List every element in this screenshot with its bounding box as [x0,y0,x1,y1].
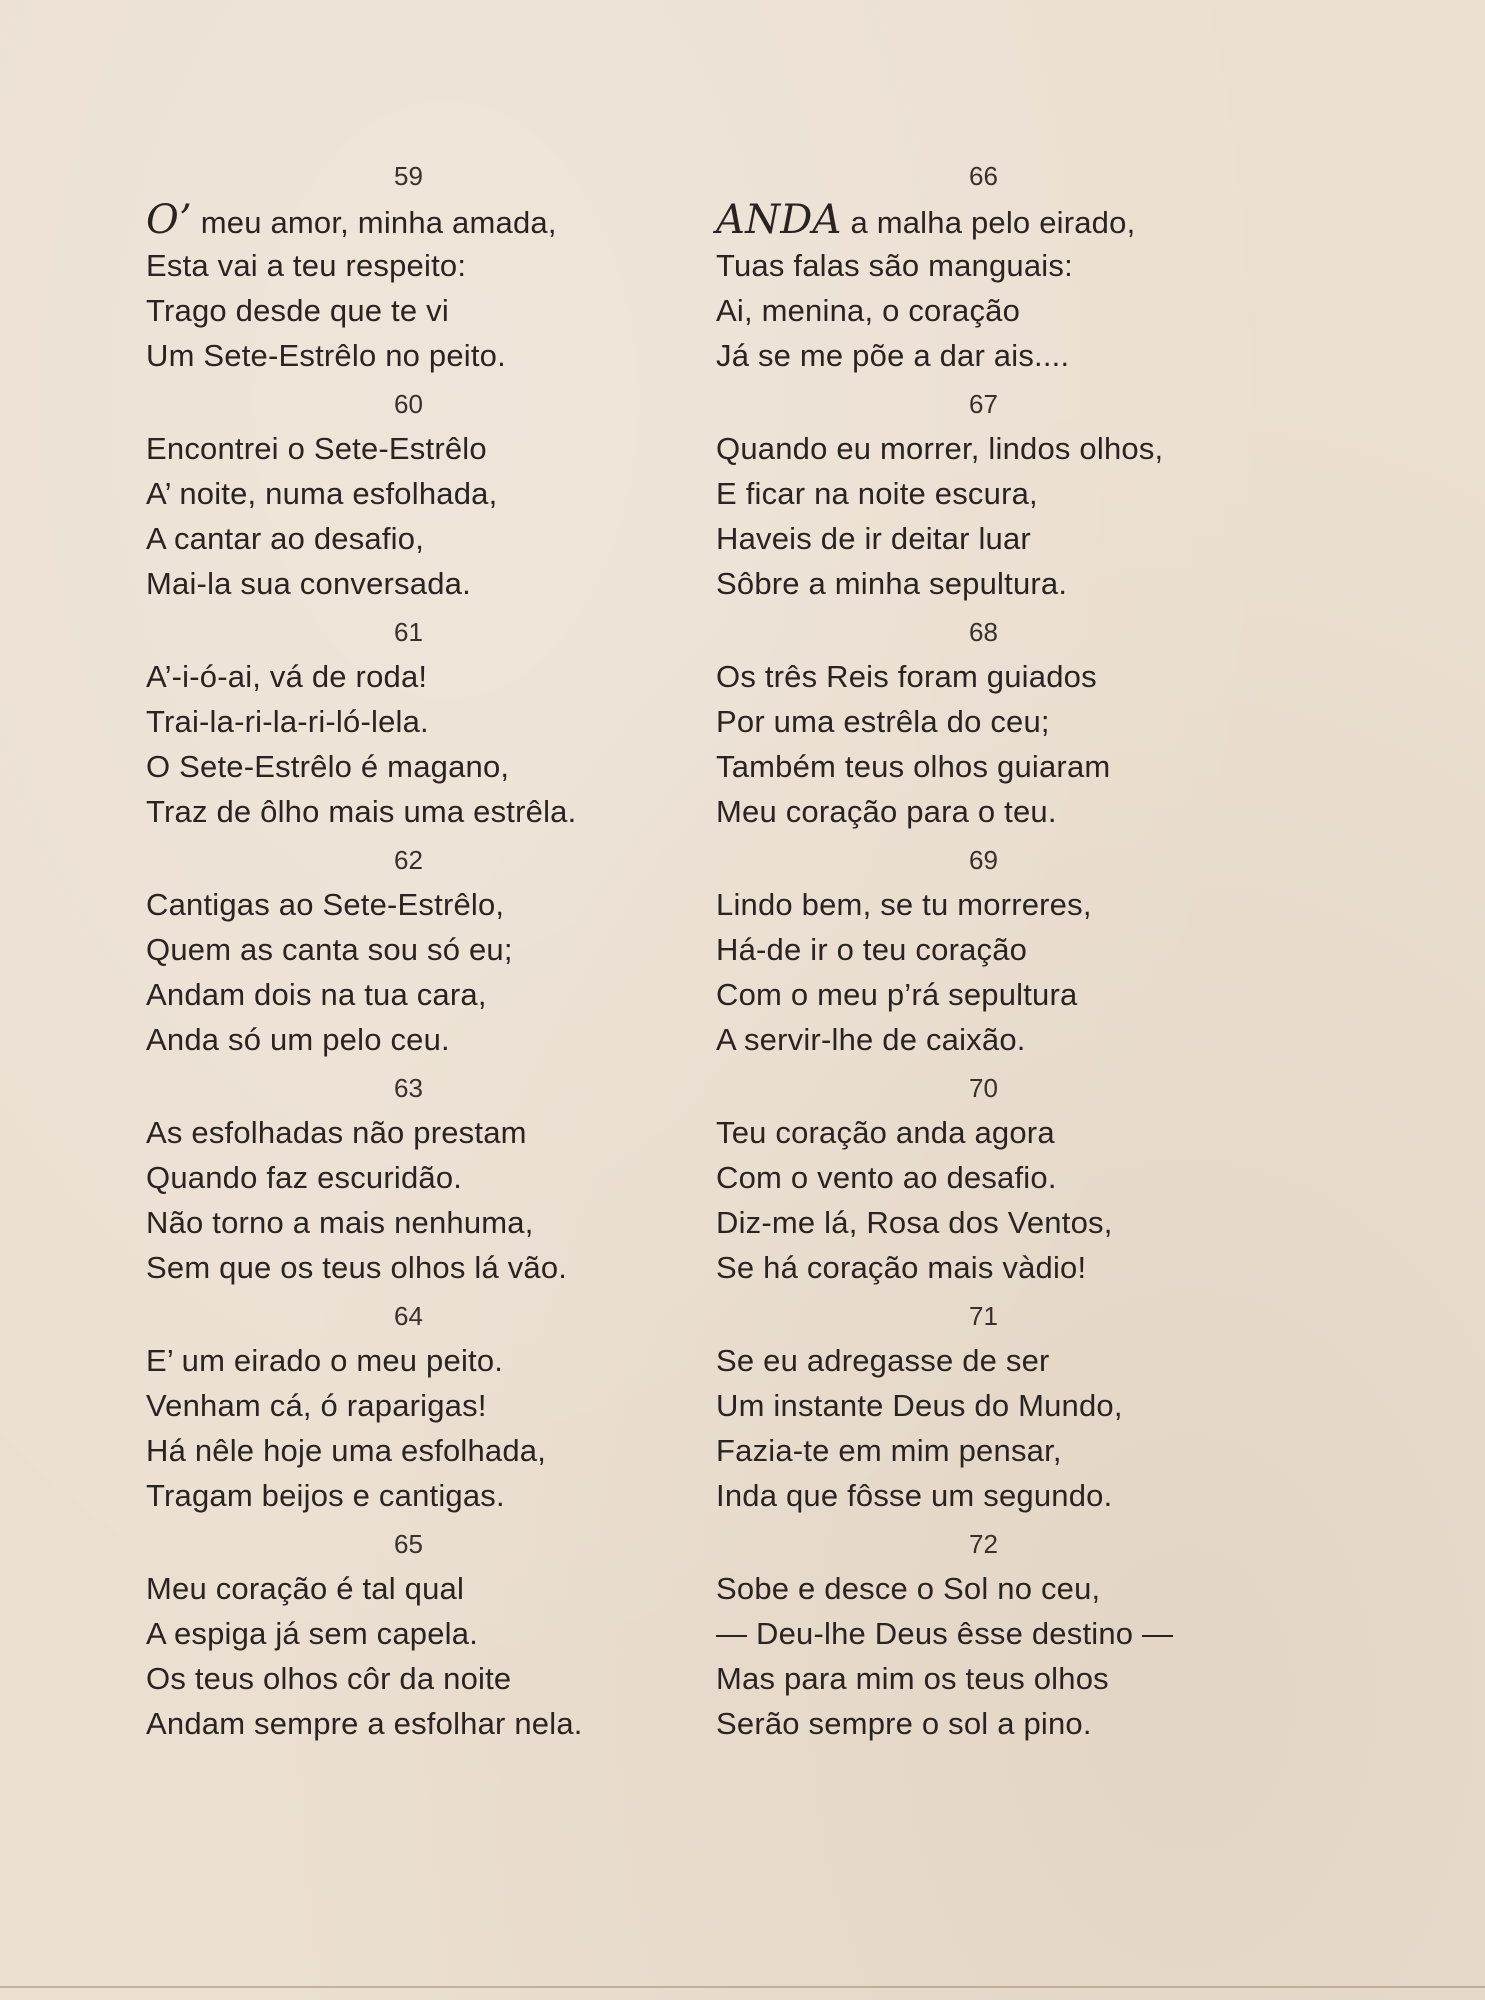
quatrain-59 [146,154,746,382]
verse-line: E’ um eirado o meu peito. [146,1343,504,1378]
verse-line: Por uma estrêla do ceu; [716,704,1050,739]
quatrain-70 [716,1066,1316,1294]
quatrain-61 [146,610,746,838]
verse-line: Encontrei o Sete-Estrêlo [146,431,487,466]
verse-line: Se há coração mais vàdio! [716,1250,1087,1285]
quatrain-67 [716,382,1316,610]
verse-line: Com o meu p’rá sepultura [716,977,1078,1012]
quatrain-number: 64 [394,1301,423,1331]
verse-line [146,198,746,243]
quatrain-number: 65 [394,1529,423,1559]
verse-line: Sem que os teus olhos lá vão. [146,1250,568,1285]
quatrain-68 [716,610,1316,838]
quatrain-number: 68 [969,617,998,647]
verse-line: Inda que fôsse um segundo. [716,1478,1113,1513]
verse-line: — Deu-lhe Deus êsse destino — [716,1616,1174,1651]
verse-line: Com o vento ao desafio. [716,1160,1057,1195]
verse-line: Mas para mim os teus olhos [716,1661,1109,1696]
verse-line: Meu coração para o teu. [716,794,1057,829]
verse-line-rest: meu amor, minha amada, [191,205,557,240]
right-column [716,154,1316,1750]
quatrain-65 [146,1522,746,1750]
verse-line: A’-i-ó-ai, vá de roda! [146,659,428,694]
verse-line: Meu coração é tal qual [146,1571,465,1606]
quatrain-69 [716,838,1316,1066]
verse-line: Há-de ir o teu coração [716,932,1028,967]
verse-line: Já se me põe a dar ais.... [716,338,1070,373]
verse-line: Tragam beijos e cantigas. [146,1478,505,1513]
quatrain-72 [716,1522,1316,1750]
quatrain-66 [716,154,1316,382]
verse-line: Quando faz escuridão. [146,1160,463,1195]
verse-line [716,198,1316,243]
verse-line: A’ noite, numa esfolhada, [146,476,498,511]
quatrain-60 [146,382,746,610]
verse-line: Anda só um pelo ceu. [146,1022,450,1057]
verse-line: Andam dois na tua cara, [146,977,487,1012]
verse-line: Os três Reis foram guiados [716,659,1097,694]
quatrain-number: 59 [394,161,423,191]
verse-line: A servir-lhe de caixão. [716,1022,1026,1057]
verse-line: Teu coração anda agora [716,1115,1055,1150]
quatrain-number: 69 [969,845,998,875]
verse-line: Mai-la sua conversada. [146,566,471,601]
verse-line: A espiga já sem capela. [146,1616,479,1651]
verse-line: As esfolhadas não prestam [146,1115,527,1150]
quatrain-number: 61 [394,617,423,647]
verse-line: Cantigas ao Sete-Estrêlo, [146,887,505,922]
quatrain-number: 70 [969,1073,998,1103]
verse-line: Haveis de ir deitar luar [716,521,1031,556]
quatrain-71 [716,1294,1316,1522]
quatrain-number: 67 [969,389,998,419]
quatrain-62 [146,838,746,1066]
quatrain-number: 71 [969,1301,998,1331]
verse-line-rest: a malha pelo eirado, [841,205,1136,240]
verse-line: Se eu adregasse de ser [716,1343,1050,1378]
quatrain-number: 66 [969,161,998,191]
quatrain-number: 63 [394,1073,423,1103]
verse-line: Um instante Deus do Mundo, [716,1388,1123,1423]
verse-line: Serão sempre o sol a pino. [716,1706,1092,1741]
verse-line: Esta vai a teu respeito: [146,248,467,283]
quatrain-number: 62 [394,845,423,875]
verse-line: Trai-la-ri-la-ri-ló-lela. [146,704,429,739]
verse-line: Lindo bem, se tu morreres, [716,887,1092,922]
verse-line: Sobe e desce o Sol no ceu, [716,1571,1101,1606]
verse-line: Venham cá, ó raparigas! [146,1388,487,1423]
verse-line: O Sete-Estrêlo é magano, [146,749,510,784]
verse-line: Os teus olhos côr da noite [146,1661,512,1696]
verse-line: Fazia-te em mim pensar, [716,1433,1062,1468]
verse-line: Também teus olhos guiaram [716,749,1111,784]
verse-line: Tuas falas são manguais: [716,248,1073,283]
quatrain-number: 72 [969,1529,998,1559]
left-column [146,154,746,1750]
verse-line: Traz de ôlho mais uma estrêla. [146,794,577,829]
decorative-initial: ANDA [716,197,842,243]
verse-line: Andam sempre a esfolhar nela. [146,1706,583,1741]
verse-line: Quando eu morrer, lindos olhos, [716,431,1164,466]
quatrain-63 [146,1066,746,1294]
decorative-initial: O’ [146,197,192,243]
verse-line: Sôbre a minha sepultura. [716,566,1068,601]
verse-line: Há nêle hoje uma esfolhada, [146,1433,547,1468]
verse-line: Um Sete-Estrêlo no peito. [146,338,506,373]
verse-line: Não torno a mais nenhuma, [146,1205,534,1240]
verse-line: Diz-me lá, Rosa dos Ventos, [716,1205,1113,1240]
verse-line: Trago desde que te vi [146,293,449,328]
verse-line: Ai, menina, o coração [716,293,1021,328]
verse-line: E ficar na noite escura, [716,476,1038,511]
verse-line: Quem as canta sou só eu; [146,932,513,967]
verse-line: A cantar ao desafio, [146,521,425,556]
quatrain-number: 60 [394,389,423,419]
quatrain-64 [146,1294,746,1522]
page-bottom-edge [0,1986,1485,1988]
